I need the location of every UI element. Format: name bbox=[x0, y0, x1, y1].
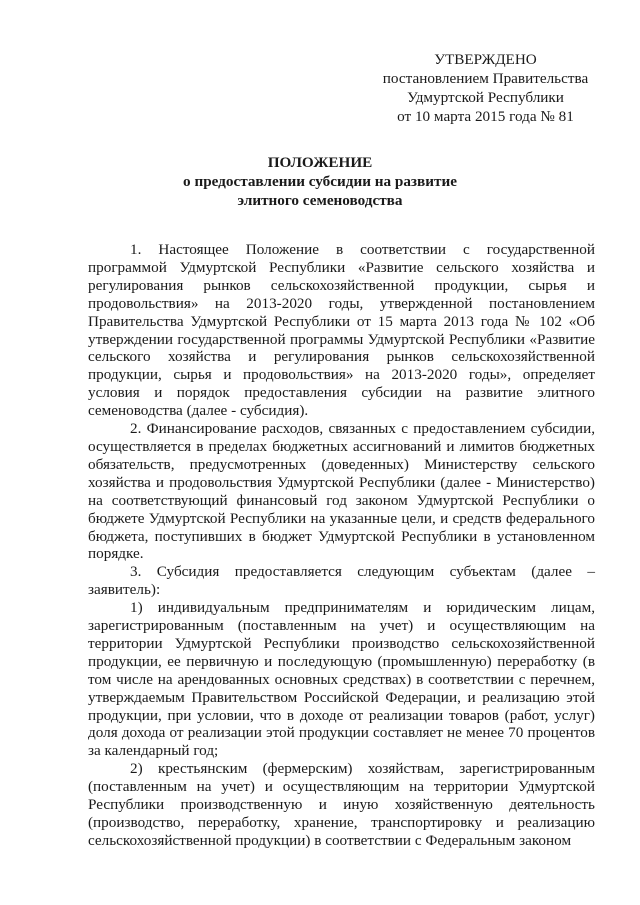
approval-line: постановлением Правительства bbox=[382, 70, 589, 87]
paragraph-3-item-1: 1) индивидуальным предпринимателям и юридическим лицам, зарегистрированным (поставленным на учет) и осуществляющим на территории Удмуртской Республики производство сельскохозяйственной продукции, ее первичную и последующую (промышленную) переработку (в том числе на арендованных основных средствах) в соответствии с перечнем, утверждаемым Правительством Российской Федерации, и реализацию этой продукции, при условии, что в доходе от реализации товаров (работ, услуг) доля дохода от реализации этой продукции составляет не менее 70 процентов за календарный год; bbox=[88, 599, 595, 760]
approval-heading: УТВЕРЖДЕНО bbox=[434, 51, 537, 68]
paragraph-1: 1. Настоящее Положение в соответствии с государственной программой Удмуртской Республики «Развитие сельского хозяйства и регулирования рынков сельскохозяйственной продукции, сырья и продовольствия» на 2013-2020 годы, утвержденной постановлением Правительства Удмуртской Республики от 15 марта 2013 года № 102 «Об утверждении государственной программы Удмуртской Республики «Развитие сельского хозяйства и регулирования рынков сельскохозяйственной продукции, сырья и продовольствия» на 2013-2020 годы», определяет условия и порядок предоставления субсидии на развитие элитного семеноводства (далее - субсидия). bbox=[88, 241, 595, 420]
paragraph-3: 3. Субсидия предоставляется следующим субъектам (далее – заявитель): bbox=[88, 563, 595, 599]
paragraph-3-item-2: 2) крестьянским (фермерским) хозяйствам, зарегистрированным (поставленным на учет) и осуществляющим на территории Удмуртской Республики производственную и иную хозяйственную деятельность (производство, переработку, хранение, транспортировку и реализацию сельскохозяйственной продукции) в соответствии с Федеральным законом bbox=[88, 760, 595, 849]
title-subheading: о предоставлении субсидии на развитие bbox=[183, 173, 457, 190]
title-subheading: элитного семеноводства bbox=[237, 192, 403, 209]
title-heading: ПОЛОЖЕНИЕ bbox=[267, 154, 373, 171]
approval-line: Удмуртской Республики bbox=[407, 89, 564, 106]
approval-block bbox=[373, 50, 598, 126]
document-body bbox=[88, 241, 595, 850]
document-title bbox=[0, 153, 640, 210]
approval-date: от 10 марта 2015 года № 81 bbox=[397, 108, 574, 125]
paragraph-2: 2. Финансирование расходов, связанных с предоставлением субсидии, осуществляется в пределах бюджетных ассигнований и лимитов бюджетных обязательств, предусмотренных (доведенных) Министерству сельского хозяйства и продовольствия Удмуртской Республики (далее - Министерство) на соответствующий финансовый год законом Удмуртской Республики о бюджете Удмуртской Республики на указанные цели, и средств федерального бюджета, поступивших в бюджет Удмуртской Республики в установленном порядке. bbox=[88, 420, 595, 563]
